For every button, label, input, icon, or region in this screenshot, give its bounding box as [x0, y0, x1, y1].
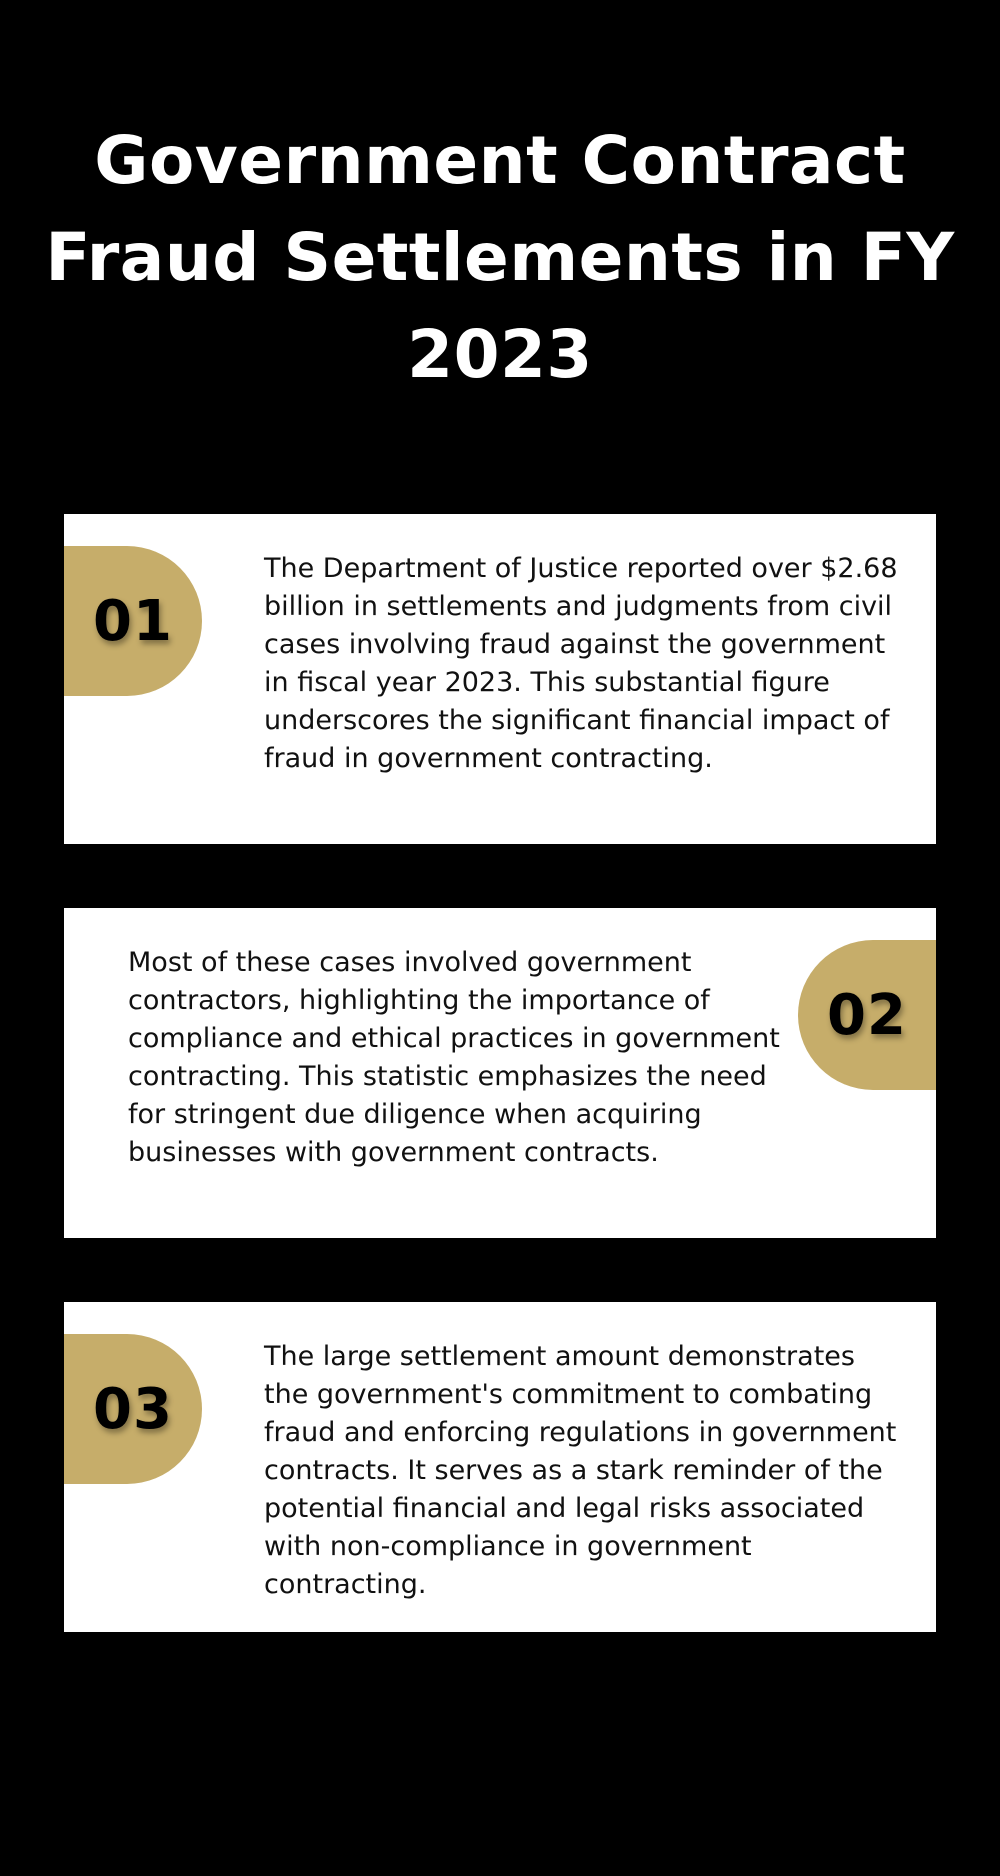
fact-card-1 — [64, 514, 936, 844]
number-badge-3 — [64, 1334, 202, 1484]
badge-number-3: 03 — [93, 1376, 173, 1442]
badge-number-1: 01 — [93, 588, 173, 654]
fact-text-3: The large settlement amount demonstrates the government's commitment to combating fraud and enforcing regulations in government contracts. It serves as a stark reminder of the potential financial and legal risks associated with non-compliance in government contracting. — [264, 1341, 897, 1600]
fact-text-2: Most of these cases involved government contractors, highlighting the importance of compliance and ethical practices in government contracting. This statistic emphasizes the need for stringent due diligence when acquiring businesses with government contracts. — [128, 947, 780, 1168]
fact-text-1: The Department of Justice reported over $2.68 billion in settlements and judgments from civil cases involving fraud against the government in fiscal year 2023. This substantial figure underscores the significant financial impact of fraud in government contracting. — [264, 553, 898, 774]
fact-card-3 — [64, 1302, 936, 1632]
number-badge-2 — [798, 940, 936, 1090]
badge-number-2: 02 — [827, 982, 907, 1048]
page-title: Government Contract Fraud Settlements in FY 2023 — [45, 122, 955, 393]
number-badge-1 — [64, 546, 202, 696]
fact-card-2 — [64, 908, 936, 1238]
